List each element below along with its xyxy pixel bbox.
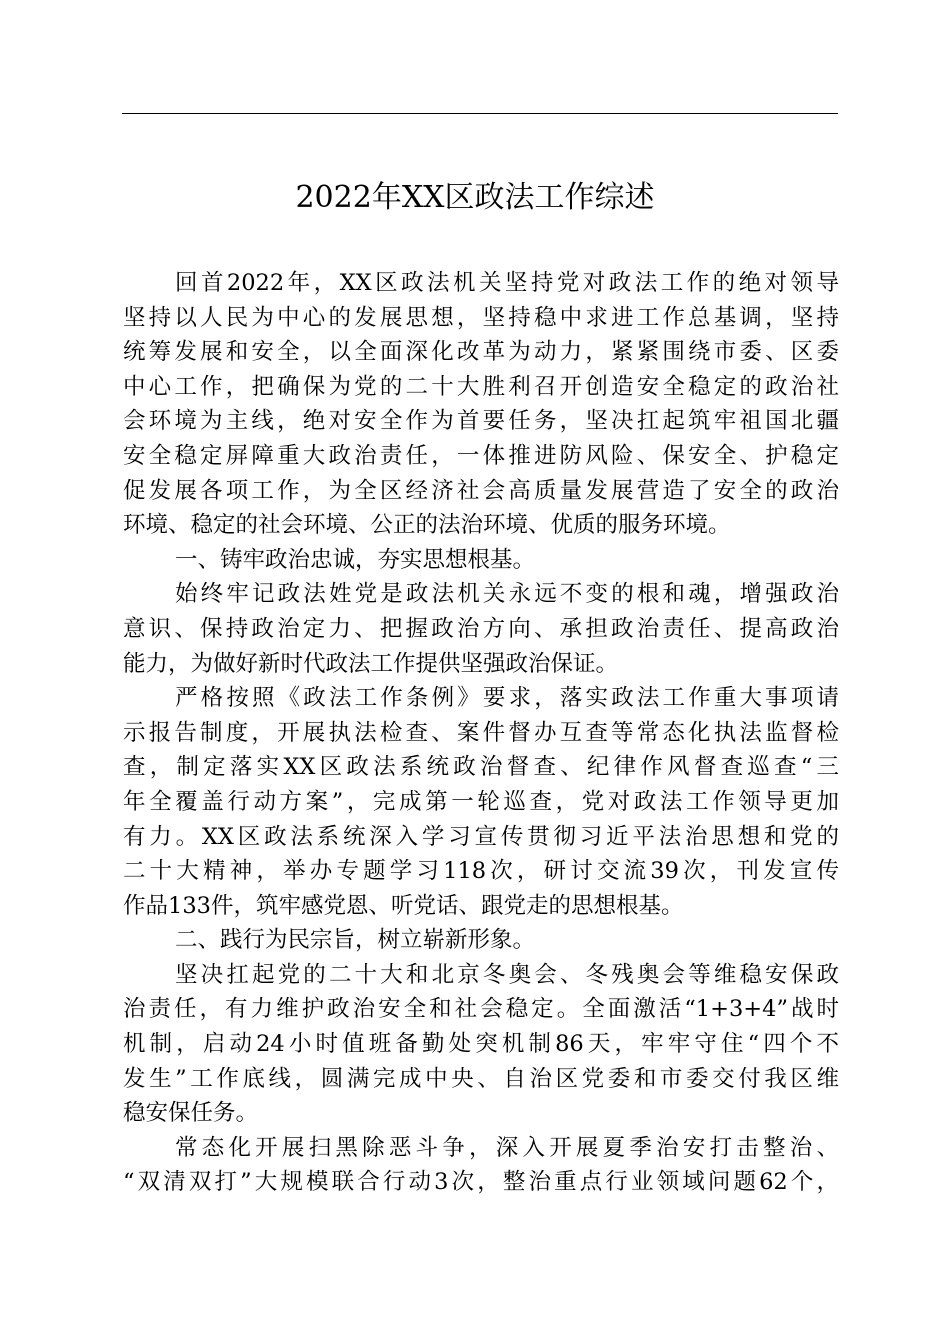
text-line: 一、铸牢政治忠诚，夯实思想根基。 <box>175 546 536 573</box>
text-line: 意识、保持政治定力、把握政治方向、承担政治责任、提高政治 <box>123 615 839 642</box>
text-line: 回首2022年，XX区政法机关坚持党对政法工作的绝对领导 <box>175 270 839 296</box>
text-line: 稳安保任务。 <box>123 1100 259 1127</box>
text-line: 始终牢记政法姓党是政法机关永远不变的根和魂，增强政治 <box>175 581 839 608</box>
text-line: 安全稳定屏障重大政治责任，一体推进防风险、保安全、护稳定 <box>123 442 839 469</box>
text-line: 统筹发展和安全，以全面深化改革为动力，紧紧围绕市委、区委 <box>123 339 839 366</box>
text-line: 查，制定落实XX区政法系统政治督查、纪律作风督查巡查“三 <box>123 754 839 781</box>
text-line: 二、践行为民宗旨，树立崭新形象。 <box>175 927 536 954</box>
text-line: 年全覆盖行动方案”，完成第一轮巡查，党对政法工作领导更加 <box>123 788 839 815</box>
text-line: 严格按照《政法工作条例》要求，落实政法工作重大事项请 <box>175 685 839 712</box>
text-line: 机制，启动24小时值班备勤处突机制86天，牢牢守住“四个不 <box>123 1031 839 1058</box>
text-line: 坚持以人民为中心的发展思想，坚持稳中求进工作总基调，坚持 <box>123 304 839 331</box>
text-line: 常态化开展扫黑除恶斗争，深入开展夏季治安打击整治、 <box>175 1134 839 1161</box>
text-line: 二十大精神，举办专题学习118次，研讨交流39次，刊发宣传 <box>123 858 839 885</box>
text-line: 有力。XX区政法系统深入学习宣传贯彻习近平法治思想和党的 <box>123 823 839 850</box>
text-line: 发生”工作底线，圆满完成中央、自治区党委和市委交付我区维 <box>123 1065 839 1092</box>
text-line: 中心工作，把确保为党的二十大胜利召开创造安全稳定的政治社 <box>123 373 839 400</box>
text-line: 能力，为做好新时代政法工作提供坚强政治保证。 <box>123 650 619 677</box>
text-line: 会环境为主线，绝对安全作为首要任务，坚决扛起筑牢祖国北疆 <box>123 408 839 435</box>
header-rule <box>122 113 838 114</box>
text-line: 促发展各项工作，为全区经济社会高质量发展营造了安全的政治 <box>123 477 839 504</box>
text-line: “双清双打”大规模联合行动3次，整治重点行业领域问题62个， <box>123 1169 839 1196</box>
text-line: 环境、稳定的社会环境、公正的法治环境、优质的服务环境。 <box>123 512 731 539</box>
text-line: 作品133件，筑牢感党恩、听党话、跟党走的思想根基。 <box>123 892 684 919</box>
document-body <box>123 266 839 1200</box>
text-line: 坚决扛起党的二十大和北京冬奥会、冬残奥会等维稳安保政 <box>175 961 839 988</box>
document-title: 2022年XX区政法工作综述 <box>295 180 655 215</box>
text-line: 治责任，有力维护政治安全和社会稳定。全面激活“1+3+4”战时 <box>123 996 839 1023</box>
text-line: 示报告制度，开展执法检查、案件督办互查等常态化执法监督检 <box>123 719 839 746</box>
